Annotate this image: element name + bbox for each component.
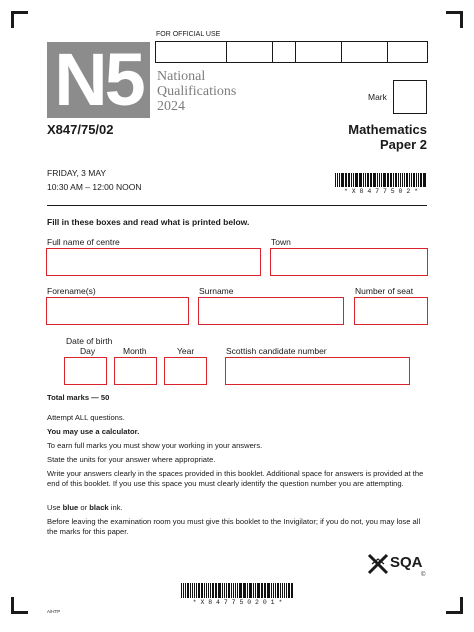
ink-instruction	[47, 503, 123, 513]
official-use-boxes	[155, 41, 428, 63]
barcode-bar	[212, 583, 214, 598]
exam-barcode	[335, 173, 427, 195]
barcode-bar	[198, 583, 200, 598]
barcode-bar	[370, 173, 372, 187]
surname-field[interactable]	[198, 297, 344, 325]
barcode-bar	[418, 173, 419, 187]
barcode-bar	[247, 583, 248, 598]
forename-field[interactable]	[46, 297, 189, 325]
barcode-bar	[284, 583, 286, 598]
calculator-word: calculator	[101, 427, 138, 436]
exam-paper: Paper 2	[380, 137, 427, 152]
barcode-bar	[228, 583, 230, 598]
barcode-bar	[267, 583, 268, 598]
barcode-bar	[261, 583, 262, 598]
barcode-bar	[224, 583, 225, 598]
copyright-symbol: ©	[421, 572, 426, 578]
barcode-bar	[253, 583, 255, 598]
mark-box	[393, 80, 427, 114]
barcode-bar	[226, 583, 228, 598]
ink-blue: blue	[62, 503, 79, 512]
barcode-bar	[393, 173, 394, 187]
barcode-bar	[250, 583, 252, 598]
ink-suffix: ink.	[108, 503, 123, 512]
leaving-instruction: Before leaving the examination room you must give this booklet to the Invigilator; if you do not, you may lose all the marks for this paper.	[47, 517, 421, 536]
barcode-bar	[288, 583, 290, 598]
qualifications-line-2: Qualifications	[157, 84, 237, 99]
barcode-text: * X 8 4 7 7 5 0 2 *	[343, 188, 419, 195]
barcode-bar	[423, 173, 424, 187]
ink-black: black	[89, 503, 109, 512]
barcode-bars	[335, 173, 427, 187]
barcode-bar	[390, 173, 392, 187]
barcode-bar	[353, 173, 355, 187]
candidate-number-label: Scottish candidate number	[226, 346, 327, 356]
official-box	[273, 42, 296, 62]
barcode-bar	[192, 583, 193, 598]
barcode-bar	[365, 173, 366, 187]
barcode-bar	[377, 173, 378, 187]
answers-instruction: Write your answers clearly in the spaces provided in this booklet. Additional space for answers is provided at the end of this booklet. If you use this space you must clearly identify the question number you are attempting.	[47, 469, 424, 488]
barcode-bar	[215, 583, 217, 598]
barcode-bar	[204, 583, 205, 598]
total-marks: Total marks — 50	[47, 393, 110, 402]
units-instruction: State the units for your answer where appropriate.	[47, 455, 216, 464]
crop-mark-bottom-right	[446, 597, 463, 614]
barcode-bar	[273, 583, 275, 598]
town-field[interactable]	[270, 248, 428, 276]
mark-label: Mark	[368, 92, 387, 102]
barcode-bar	[395, 173, 397, 187]
barcode-bar	[402, 173, 403, 187]
working-instruction: To earn full marks you must show your working in your answers.	[47, 441, 263, 450]
barcode-bar	[383, 173, 385, 187]
barcode-bar	[360, 173, 362, 187]
barcode-bar	[337, 173, 339, 187]
sqa-saltire-icon	[366, 552, 390, 576]
exam-subject: Mathematics	[348, 122, 427, 137]
barcode-bar	[345, 173, 346, 187]
barcode-bar	[181, 583, 182, 598]
forename-label: Forename(s)	[47, 286, 96, 296]
barcode-bar	[237, 583, 238, 598]
barcode-bar	[367, 173, 369, 187]
barcode-bar	[222, 583, 223, 598]
barcode-bar	[381, 173, 383, 187]
qualifications-year: 2024	[157, 99, 185, 114]
barcode-bar	[257, 583, 259, 598]
barcode-bar	[404, 173, 405, 187]
n5-logo: N5	[47, 42, 150, 118]
print-code: A/HTP	[47, 609, 61, 614]
barcode-bar	[249, 583, 250, 598]
calculator-suffix: .	[137, 427, 140, 436]
barcode-bar	[286, 583, 287, 598]
barcode-bar	[262, 583, 263, 598]
barcode-bar	[206, 583, 208, 598]
barcode-bar	[208, 583, 209, 598]
exam-time: 10:30 AM – 12:00 NOON	[47, 182, 142, 192]
barcode-bar	[388, 173, 389, 187]
official-box	[227, 42, 273, 62]
barcode-bar	[190, 583, 191, 598]
barcode-bar	[201, 583, 203, 598]
sqa-logo-text: SQA	[390, 554, 423, 571]
barcode-bar	[374, 173, 376, 187]
crop-mark-top-left	[11, 11, 28, 28]
barcode-bar	[282, 583, 283, 598]
barcode-bar	[406, 173, 408, 187]
barcode-bar	[387, 173, 388, 187]
candidate-number-field[interactable]	[225, 357, 410, 385]
official-box	[296, 42, 342, 62]
exam-code: X847/75/02	[47, 122, 114, 137]
dob-month-field[interactable]	[114, 357, 157, 385]
dob-year-field[interactable]	[164, 357, 207, 385]
barcode-bar	[218, 583, 219, 598]
barcode-bar	[335, 173, 336, 187]
day-label: Day	[80, 346, 96, 356]
ink-or: or	[78, 503, 90, 512]
barcode-bar	[268, 583, 270, 598]
barcode-bar	[420, 173, 422, 187]
official-use-label: FOR OFFICIAL USE	[156, 31, 221, 38]
official-box	[388, 42, 427, 62]
barcode-bar	[341, 173, 343, 187]
surname-label: Surname	[199, 286, 234, 296]
crop-mark-top-right	[446, 11, 463, 28]
barcode-bar	[291, 583, 293, 598]
barcode-bar	[275, 583, 276, 598]
month-label: Month	[123, 346, 147, 356]
calculator-instruction	[47, 427, 139, 437]
barcode-bar	[210, 583, 211, 598]
qualifications-line-1: National	[157, 69, 206, 84]
official-box	[156, 42, 227, 62]
calculator-prefix: You may use a	[47, 427, 102, 436]
barcode-bar	[363, 173, 364, 187]
official-box	[342, 42, 388, 62]
barcode-bar	[196, 583, 197, 598]
barcode-bar	[398, 173, 399, 187]
barcode-bar	[413, 173, 415, 187]
centre-label: Full name of centre	[47, 237, 120, 247]
sqa-logo	[366, 550, 426, 580]
seat-field[interactable]	[354, 297, 428, 325]
barcode-bar	[409, 173, 411, 187]
barcode-bar	[231, 583, 232, 598]
barcode-bar	[239, 583, 241, 598]
ink-prefix: Use	[47, 503, 63, 512]
barcode-bar	[235, 583, 237, 598]
barcode-bar	[351, 173, 352, 187]
barcode-bar	[339, 173, 340, 187]
footer-barcode	[181, 583, 294, 606]
barcode-bar	[255, 583, 256, 598]
barcode-bar	[280, 583, 281, 598]
attempt-instruction: Attempt ALL questions.	[47, 413, 125, 422]
barcode-bar	[346, 173, 347, 187]
barcode-bar	[355, 173, 357, 187]
town-label: Town	[271, 237, 291, 247]
dob-label: Date of birth	[66, 336, 113, 346]
barcode-bar	[194, 583, 196, 598]
barcode-bar	[348, 173, 350, 187]
barcode-bar	[373, 173, 374, 187]
barcode-bar	[185, 583, 186, 598]
barcode-bar	[244, 583, 246, 598]
barcode-bar	[277, 583, 279, 598]
barcode-bar	[379, 173, 380, 187]
barcode-bar	[416, 173, 417, 187]
dob-day-field[interactable]	[64, 357, 107, 385]
crop-mark-bottom-left	[11, 597, 28, 614]
year-label: Year	[177, 346, 195, 356]
barcode-bar	[271, 583, 272, 598]
barcode-bar	[264, 583, 266, 598]
barcode-bar	[411, 173, 412, 187]
exam-date: FRIDAY, 3 MAY	[47, 168, 107, 178]
barcode-text: * X 8 4 7 7 5 0 2 0 1 *	[192, 599, 283, 606]
barcode-bar	[183, 583, 185, 598]
barcode-bar	[187, 583, 189, 598]
seat-label: Number of seat	[355, 286, 414, 296]
barcode-bar	[400, 173, 402, 187]
barcode-bar	[424, 173, 426, 187]
header-divider	[47, 205, 427, 206]
barcode-bars	[181, 583, 294, 598]
form-instruction: Fill in these boxes and read what is printed below.	[47, 217, 250, 227]
barcode-bar	[359, 173, 360, 187]
centre-field[interactable]	[46, 248, 261, 276]
barcode-bar	[233, 583, 234, 598]
barcode-bar	[219, 583, 221, 598]
barcode-bar	[243, 583, 244, 598]
